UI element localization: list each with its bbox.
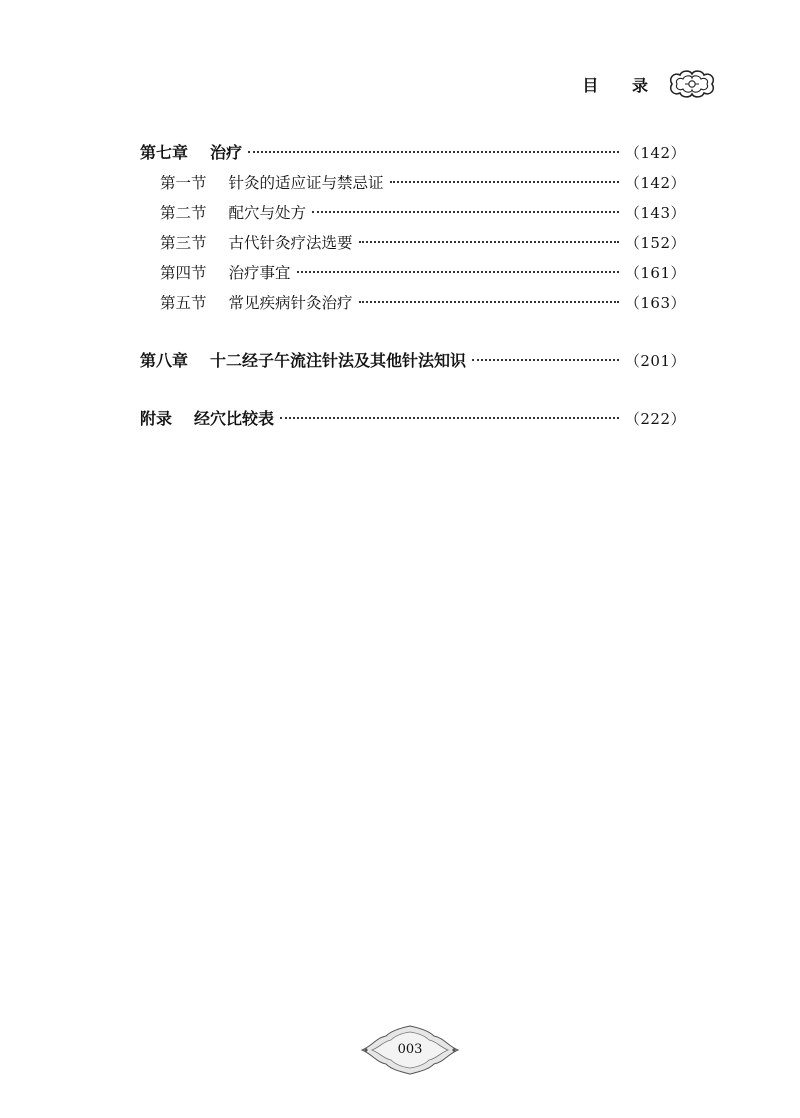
page-ref: （222） [624, 410, 686, 428]
page-number-footer [358, 1024, 462, 1076]
page-ref: （163） [624, 294, 686, 312]
dot-leader [390, 181, 619, 183]
page-ref: （201） [624, 352, 686, 370]
section-label: 第一节 [160, 174, 207, 192]
toc-section-1[interactable] [140, 168, 686, 198]
page-ref: （143） [624, 204, 686, 222]
section-label: 第三节 [160, 234, 207, 252]
appendix-title: 经穴比较表 [194, 409, 275, 428]
page-ref: （161） [624, 264, 686, 282]
toc-section-3[interactable] [140, 228, 686, 258]
section-label: 第五节 [160, 294, 207, 312]
section-title: 常见疾病针灸治疗 [228, 294, 353, 312]
chapter-title: 十二经子午流注针法及其他针法知识 [210, 351, 467, 370]
dot-leader [359, 301, 619, 303]
toc-section-4[interactable] [140, 258, 686, 288]
toc-appendix[interactable] [140, 404, 686, 434]
toc-chapter-7[interactable] [140, 138, 686, 168]
section-title: 治疗事宜 [228, 264, 291, 282]
chapter-label: 第七章 [140, 143, 189, 162]
dot-leader [472, 359, 619, 361]
cloud-ornament-icon [664, 68, 720, 100]
section-title: 配穴与处方 [228, 204, 307, 222]
toc-section-5[interactable] [140, 288, 686, 318]
dot-leader [297, 271, 619, 273]
table-of-contents [140, 138, 686, 434]
section-label: 第四节 [160, 264, 207, 282]
section-label: 第二节 [160, 204, 207, 222]
page-ref: （142） [624, 174, 686, 192]
appendix-label: 附录 [140, 409, 173, 428]
page-number: 003 [397, 1042, 423, 1057]
chapter-title: 治疗 [210, 143, 243, 162]
dot-leader [359, 241, 619, 243]
dot-leader [280, 417, 619, 419]
page-ref: （152） [624, 234, 686, 252]
section-title: 针灸的适应证与禁忌证 [228, 174, 384, 192]
section-title: 古代针灸疗法选要 [228, 234, 353, 252]
running-header [582, 68, 720, 100]
page-ref: （142） [624, 144, 686, 162]
chapter-label: 第八章 [140, 351, 189, 370]
toc-section-2[interactable] [140, 198, 686, 228]
header-title: 目 录 [582, 75, 662, 95]
dot-leader [312, 211, 619, 213]
dot-leader [248, 151, 619, 153]
toc-chapter-8[interactable] [140, 346, 686, 376]
